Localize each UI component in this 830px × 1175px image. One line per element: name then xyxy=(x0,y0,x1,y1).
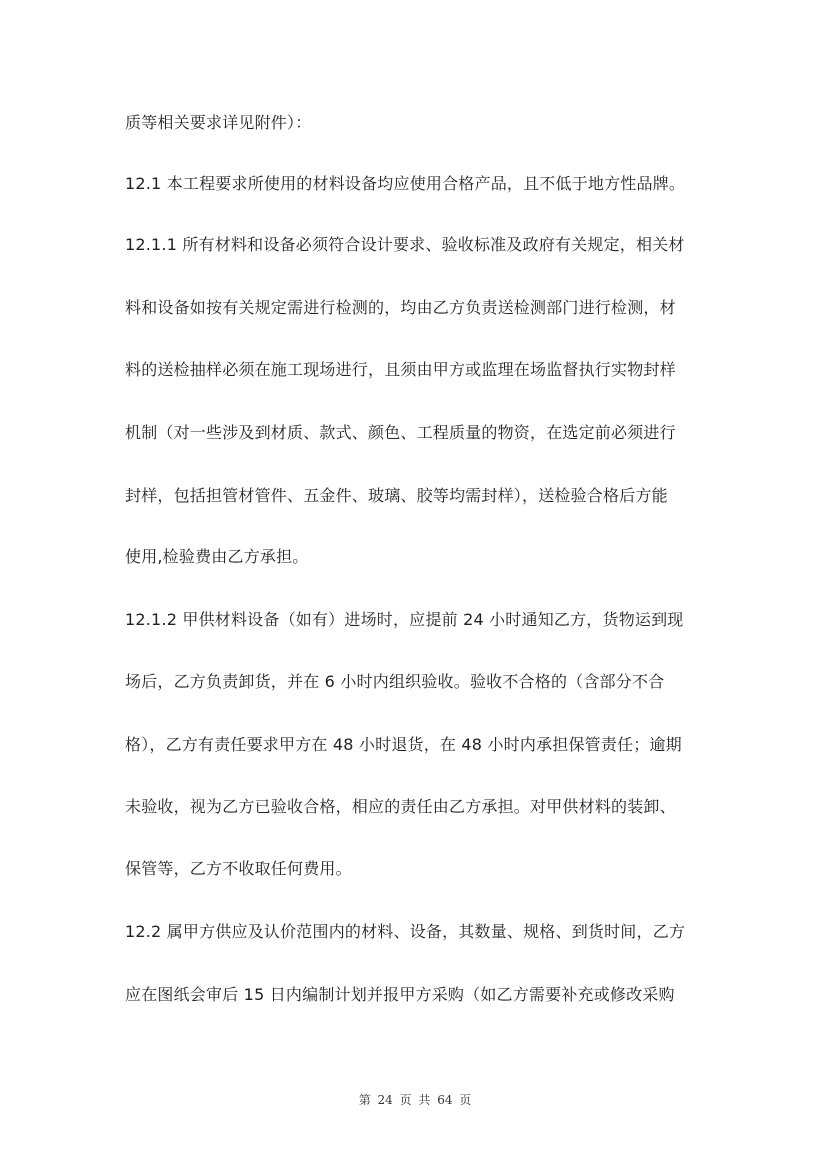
text-line: 场后，乙方负责卸货，并在 6 小时内组织验收。验收不合格的（含部分不合 xyxy=(125,672,665,691)
text-line: 应在图纸会审后 15 日内编制计划并报甲方采购（如乙方需要补充或修改采购 xyxy=(125,985,675,1004)
text-line: 12.1.1 所有材料和设备必须符合设计要求、验收标准及政府有关规定，相关材 xyxy=(125,235,685,254)
text-line: 料和设备如按有关规定需进行检测的，均由乙方负责送检测部门进行检测，材 xyxy=(125,298,676,317)
text-line: 保管等，乙方不收取任何费用。 xyxy=(125,859,352,878)
text-line: 未验收，视为乙方已验收合格，相应的责任由乙方承担。对甲供材料的装卸、 xyxy=(125,797,676,816)
text-line: 料的送检抽样必须在施工现场进行，且须由甲方或监理在场监督执行实物封样 xyxy=(125,360,676,379)
text-line: 封样，包括担管材管件、五金件、玻璃、胶等均需封样），送检验合格后方能 xyxy=(125,486,668,505)
text-line: 12.2 属甲方供应及认价范围内的材料、设备，其数量、规格、到货时间，乙方 xyxy=(125,922,686,941)
text-line: 使用,检验费由乙方承担。 xyxy=(125,547,309,566)
text-line: 质等相关要求详见附件）： xyxy=(125,113,312,132)
text-line: 机制（对一些涉及到材质、款式、颜色、工程质量的物资，在选定前必须进行 xyxy=(125,423,676,442)
page-number-footer: 第 24 页 共 64 页 xyxy=(358,1093,472,1107)
text-line: 格），乙方有责任要求甲方在 48 小时退货，在 48 小时内承担保管责任；逾期 xyxy=(125,735,682,754)
text-line: 12.1 本工程要求所使用的材料设备均应使用合格产品，且不低于地方性品牌。 xyxy=(125,174,686,193)
text-line: 12.1.2 甲供材料设备（如有）进场时，应提前 24 小时通知乙方，货物运到现 xyxy=(125,610,684,629)
